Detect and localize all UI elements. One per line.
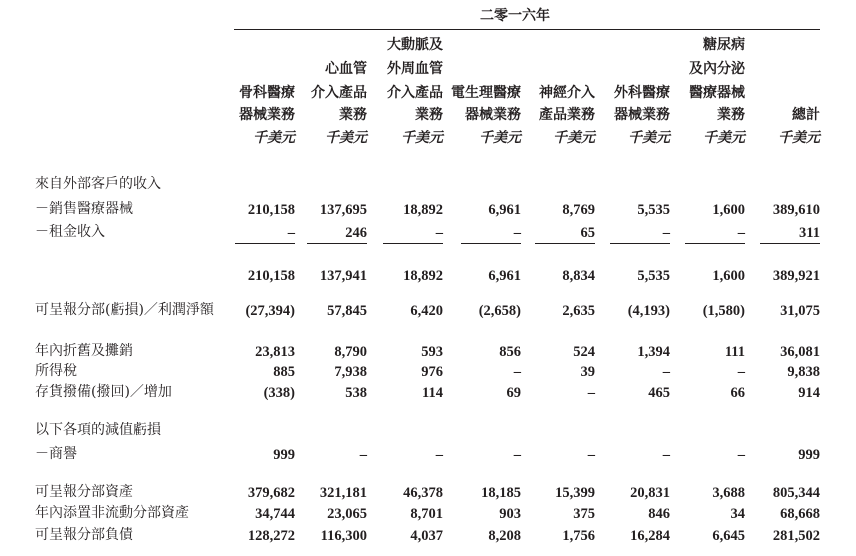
cell-value: 36,081 bbox=[780, 344, 820, 360]
column-header-line: 及內分泌 bbox=[689, 61, 745, 77]
cell-value: 23,813 bbox=[255, 344, 295, 360]
cell-value: 465 bbox=[648, 385, 670, 401]
cell-value: 1,394 bbox=[637, 344, 670, 360]
cell-value: 389,610 bbox=[772, 202, 820, 218]
subtotal-rule bbox=[307, 243, 367, 244]
cell-value: 321,181 bbox=[319, 485, 367, 501]
column-header-line: 業務 bbox=[415, 107, 443, 123]
cell-value: (338) bbox=[263, 385, 295, 401]
cell-value: 379,682 bbox=[247, 485, 295, 501]
row-label: 所得稅 bbox=[35, 363, 77, 379]
cell-value: 538 bbox=[345, 385, 367, 401]
cell-value: 1,600 bbox=[712, 268, 745, 284]
cell-value: 116,300 bbox=[320, 528, 367, 544]
cell-value: – bbox=[513, 225, 521, 241]
row-label: 可呈報分部(虧損)／利潤淨額 bbox=[35, 302, 214, 318]
column-unit: 千美元 bbox=[703, 130, 745, 146]
column-unit: 千美元 bbox=[325, 130, 367, 146]
cell-value: 375 bbox=[573, 506, 595, 522]
cell-value: – bbox=[662, 225, 670, 241]
cell-value: 805,344 bbox=[772, 485, 820, 501]
cell-value: 885 bbox=[273, 364, 295, 380]
cell-value: (4,193) bbox=[627, 303, 670, 319]
cell-value: 999 bbox=[798, 447, 820, 463]
cell-value: 20,831 bbox=[630, 485, 670, 501]
cell-value: 8,834 bbox=[562, 268, 595, 284]
row-label: －租金收入 bbox=[35, 224, 105, 240]
cell-value: – bbox=[435, 447, 443, 463]
subtotal-rule bbox=[760, 243, 820, 244]
column-header-line: 外周血管 bbox=[387, 61, 443, 77]
row-label: 以下各項的減值虧損 bbox=[35, 422, 161, 438]
column-unit: 千美元 bbox=[401, 130, 443, 146]
cell-value: 34 bbox=[730, 506, 745, 522]
cell-value: 856 bbox=[499, 344, 521, 360]
column-header-line: 神經介入 bbox=[539, 85, 595, 101]
subtotal-rule bbox=[235, 243, 295, 244]
cell-value: 6,420 bbox=[410, 303, 443, 319]
cell-value: 18,892 bbox=[403, 268, 443, 284]
cell-value: 137,695 bbox=[319, 202, 367, 218]
cell-value: (2,658) bbox=[478, 303, 521, 319]
cell-value: 593 bbox=[421, 344, 443, 360]
row-label: －銷售醫療器械 bbox=[35, 201, 133, 217]
column-header-line: 醫療器械 bbox=[689, 85, 745, 101]
cell-value: 524 bbox=[573, 344, 595, 360]
cell-value: 8,790 bbox=[334, 344, 367, 360]
cell-value: 8,769 bbox=[562, 202, 595, 218]
column-header-line: 業務 bbox=[339, 107, 367, 123]
cell-value: – bbox=[587, 385, 595, 401]
cell-value: 5,535 bbox=[637, 202, 670, 218]
column-header-line: 器械業務 bbox=[465, 107, 521, 123]
column-header-line: 外科醫療 bbox=[614, 85, 670, 101]
cell-value: – bbox=[662, 447, 670, 463]
cell-value: 128,272 bbox=[247, 528, 295, 544]
cell-value: 57,845 bbox=[327, 303, 367, 319]
cell-value: 114 bbox=[422, 385, 443, 401]
column-header-line: 產品業務 bbox=[539, 107, 595, 123]
year-header: 二零一六年 bbox=[480, 8, 550, 24]
cell-value: 46,378 bbox=[403, 485, 443, 501]
column-header-line: 糖尿病 bbox=[703, 37, 745, 53]
cell-value: – bbox=[737, 447, 745, 463]
column-header-line: 器械業務 bbox=[239, 107, 295, 123]
cell-value: 246 bbox=[345, 225, 367, 241]
column-unit: 千美元 bbox=[479, 130, 521, 146]
cell-value: 9,838 bbox=[787, 364, 820, 380]
row-label: 年內添置非流動分部資產 bbox=[35, 505, 189, 521]
cell-value: 846 bbox=[648, 506, 670, 522]
subtotal-rule bbox=[383, 243, 443, 244]
cell-value: 15,399 bbox=[555, 485, 595, 501]
cell-value: 3,688 bbox=[712, 485, 745, 501]
subtotal-rule bbox=[535, 243, 595, 244]
cell-value: 1,756 bbox=[562, 528, 595, 544]
cell-value: 66 bbox=[730, 385, 745, 401]
cell-value: 39 bbox=[580, 364, 595, 380]
column-header-line: 心血管 bbox=[325, 61, 367, 77]
cell-value: 16,284 bbox=[630, 528, 670, 544]
row-label: 可呈報分部負債 bbox=[35, 527, 133, 543]
cell-value: – bbox=[737, 225, 745, 241]
cell-value: – bbox=[513, 364, 521, 380]
cell-value: – bbox=[435, 225, 443, 241]
cell-value: – bbox=[662, 364, 670, 380]
cell-value: 210,158 bbox=[247, 202, 295, 218]
subtotal-rule bbox=[610, 243, 670, 244]
cell-value: 281,502 bbox=[772, 528, 820, 544]
subtotal-rule bbox=[685, 243, 745, 244]
cell-value: 31,075 bbox=[780, 303, 820, 319]
cell-value: 914 bbox=[798, 385, 820, 401]
cell-value: (1,580) bbox=[702, 303, 745, 319]
cell-value: 999 bbox=[273, 447, 295, 463]
cell-value: – bbox=[359, 447, 367, 463]
cell-value: 137,941 bbox=[319, 268, 367, 284]
cell-value: 6,961 bbox=[488, 202, 521, 218]
cell-value: 8,701 bbox=[410, 506, 443, 522]
row-label: 可呈報分部資產 bbox=[35, 484, 133, 500]
cell-value: 976 bbox=[421, 364, 443, 380]
column-header-line: 大動脈及 bbox=[387, 37, 443, 53]
cell-value: 18,185 bbox=[481, 485, 521, 501]
column-unit: 千美元 bbox=[628, 130, 670, 146]
cell-value: 69 bbox=[506, 385, 521, 401]
cell-value: 311 bbox=[799, 225, 820, 241]
column-header-line: 骨科醫療 bbox=[239, 85, 295, 101]
row-label: 來自外部客戶的收入 bbox=[35, 176, 161, 192]
cell-value: 18,892 bbox=[403, 202, 443, 218]
cell-value: 6,645 bbox=[712, 528, 745, 544]
cell-value: 389,921 bbox=[772, 268, 820, 284]
cell-value: 5,535 bbox=[637, 268, 670, 284]
cell-value: – bbox=[737, 364, 745, 380]
column-header-line: 業務 bbox=[717, 107, 745, 123]
cell-value: 1,600 bbox=[712, 202, 745, 218]
column-header-line: 電生理醫療 bbox=[451, 85, 521, 101]
column-header-line: 介入產品 bbox=[387, 85, 443, 101]
cell-value: – bbox=[513, 447, 521, 463]
cell-value: 6,961 bbox=[488, 268, 521, 284]
cell-value: 8,208 bbox=[488, 528, 521, 544]
row-label: 年內折舊及攤銷 bbox=[35, 343, 133, 359]
row-label: －商譽 bbox=[35, 446, 77, 462]
column-unit: 千美元 bbox=[253, 130, 295, 146]
cell-value: 4,037 bbox=[410, 528, 443, 544]
cell-value: (27,394) bbox=[245, 303, 295, 319]
column-unit: 千美元 bbox=[553, 130, 595, 146]
cell-value: 210,158 bbox=[247, 268, 295, 284]
row-label: 存貨撥備(撥回)／增加 bbox=[35, 384, 172, 400]
cell-value: – bbox=[587, 447, 595, 463]
cell-value: 65 bbox=[580, 225, 595, 241]
column-header-line: 介入產品 bbox=[311, 85, 367, 101]
cell-value: 7,938 bbox=[334, 364, 367, 380]
cell-value: 23,065 bbox=[327, 506, 367, 522]
column-header-line: 器械業務 bbox=[614, 107, 670, 123]
cell-value: 68,668 bbox=[780, 506, 820, 522]
subtotal-rule bbox=[461, 243, 521, 244]
year-header-rule bbox=[234, 29, 820, 30]
cell-value: 903 bbox=[499, 506, 521, 522]
column-header-line: 總計 bbox=[792, 107, 820, 123]
cell-value: 111 bbox=[724, 344, 745, 360]
cell-value: – bbox=[287, 225, 295, 241]
cell-value: 2,635 bbox=[562, 303, 595, 319]
column-unit: 千美元 bbox=[778, 130, 820, 146]
cell-value: 34,744 bbox=[255, 506, 295, 522]
